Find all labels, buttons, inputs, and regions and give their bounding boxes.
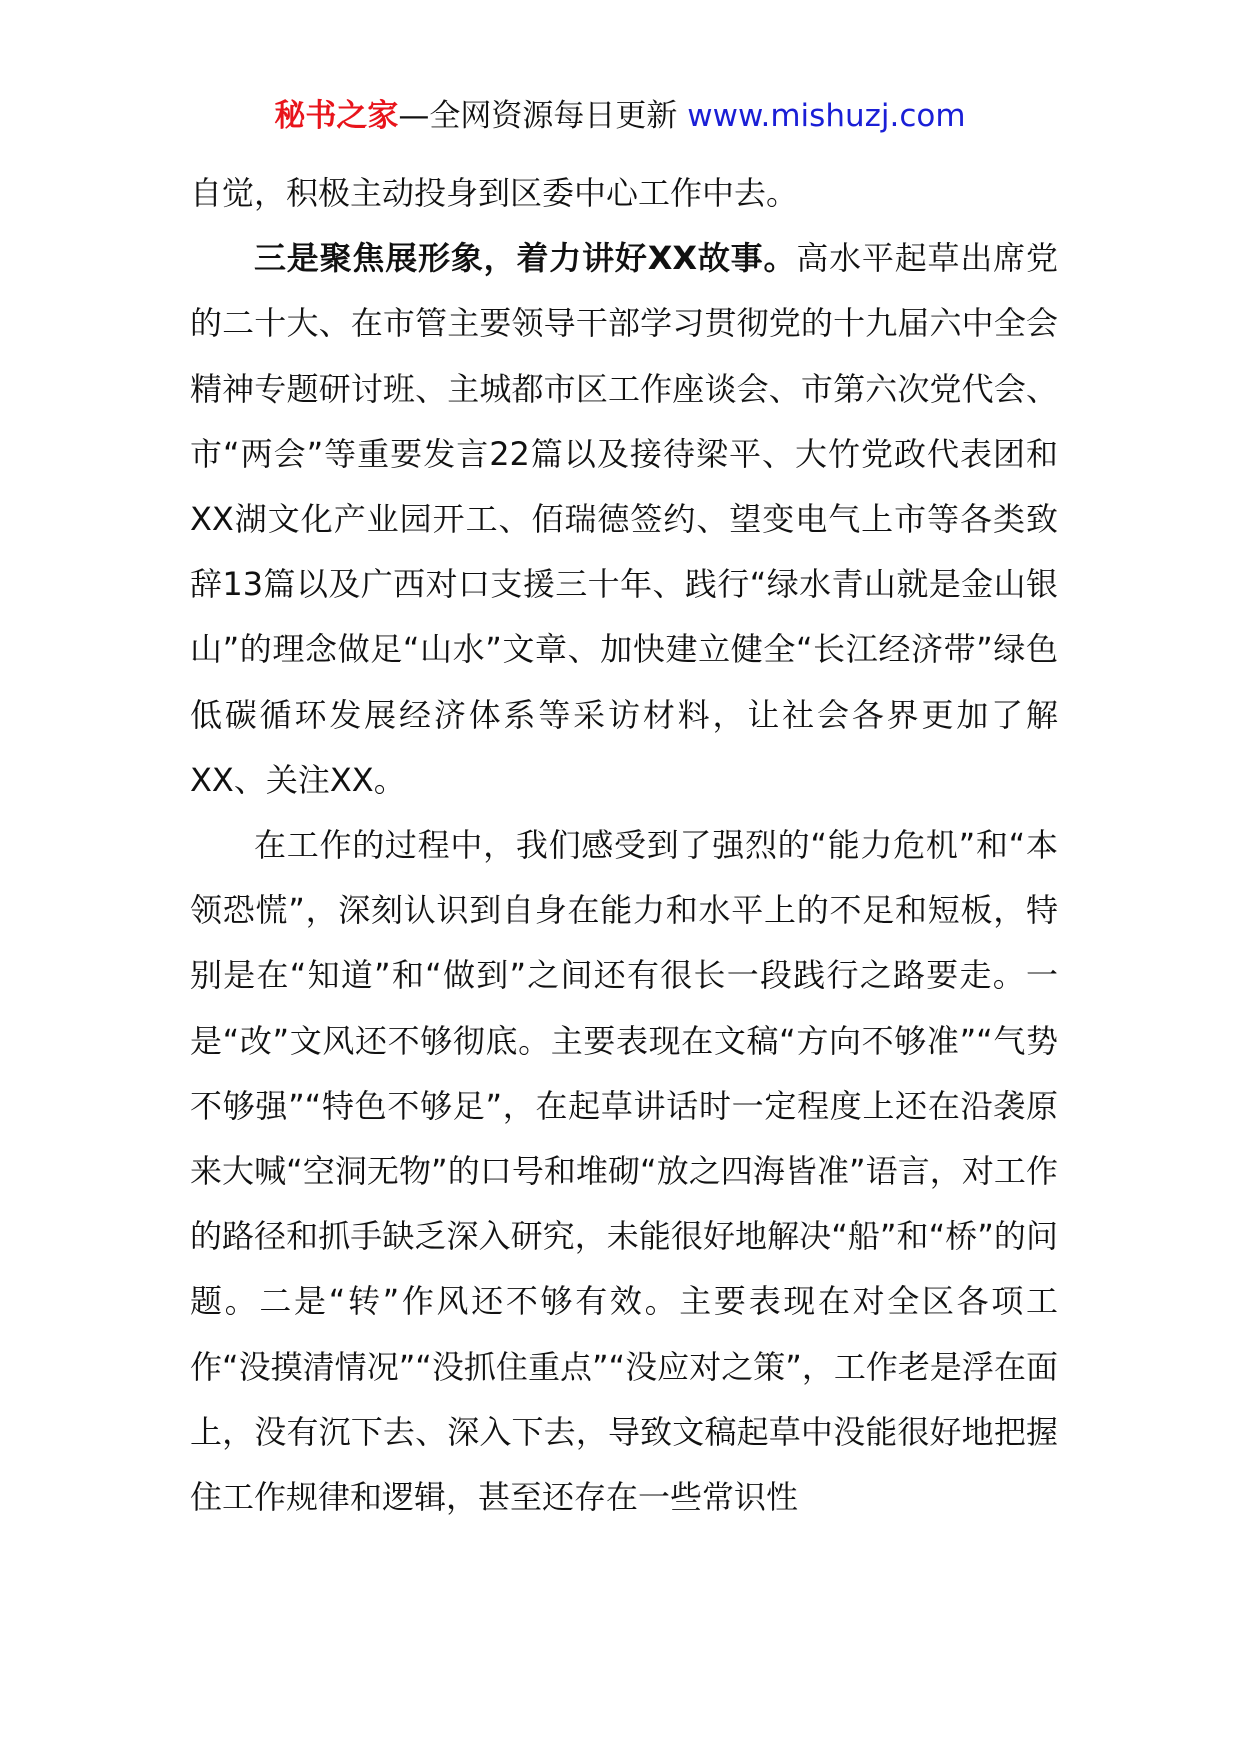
paragraph-focus-image (190, 226, 1058, 813)
paragraph-body: 高水平起草出席党的二十大、在市管主要领导干部学习贯彻党的十九届六中全会精神专题研讨班、主城都市区工作座谈会、市第六次党代会、市“两会”等重要发言22篇以及接待梁平、大竹党政代表团和XX湖文化产业园开工、佰瑞德签约、望变电气上市等各类致辞13篇以及广西对口支援三十年、践行“绿水青山就是金山银山”的理念做足“山水”文章、加快建立健全“长江经济带”绿色低碳循环发展经济体系等采访材料，让社会各界更加了解XX、关注XX。 (190, 239, 1058, 799)
site-tagline: —全网资源每日更新 (398, 98, 688, 134)
paragraph-lead-heading: 三是聚焦展形象，着力讲好XX故事。 (254, 239, 797, 278)
site-brand: 秘书之家 (274, 98, 399, 134)
paragraph-shortcomings: 在工作的过程中，我们感受到了强烈的“能力危机”和“本领恐慌”，深刻认识到自身在能力和水平上的不足和短板，特别是在“知道”和“做到”之间还有很长一段践行之路要走。一是“改”文风还不够彻底。主要表现在文稿“方向不够准”“气势不够强”“特色不够足”，在起草讲话时一定程度上还在沿袭原来大喊“空洞无物”的口号和堆砌“放之四海皆准”语言，对工作的路径和抓手缺乏深入研究，未能很好地解决“船”和“桥”的问题。二是“转”作风还不够有效。主要表现在对全区各项工作“没摸清情况”“没抓住重点”“没应对之策”，工作老是浮在面上，没有沉下去、深入下去，导致文稿起草中没能很好地把握住工作规律和逻辑，甚至还存在一些常识性 (190, 826, 1058, 1517)
paragraph-continuation: 自觉，积极主动投身到区委中心工作中去。 (190, 174, 799, 212)
document-body (190, 161, 1058, 1530)
site-url-link[interactable]: www.mishuzj.com (687, 98, 966, 134)
site-header (0, 96, 1240, 136)
